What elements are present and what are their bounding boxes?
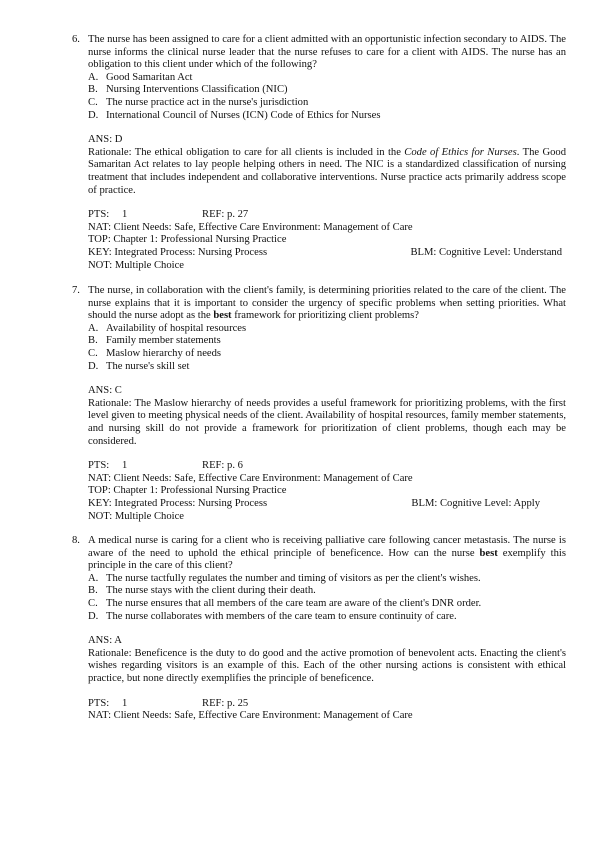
pts-value: 1 [122,697,128,709]
reference: REF: p. 27 [202,209,249,221]
option-d: D. The nurse's skill set [88,360,190,372]
answer: ANS: C [88,385,122,397]
code-of-ethics-title: Code of Ethics for Nurses [404,146,517,158]
topic-line: TOP: Chapter 1: Professional Nursing Practice [88,234,287,246]
pts-label: PTS: [88,460,110,472]
option-d: D. The nurse collaborates with members of the care team to ensure continuity of care. [88,610,457,622]
pts-label: PTS: [88,697,110,709]
blm-line: BLM: Cognitive Level: Apply [411,497,540,509]
key-line: KEY: Integrated Process: Nursing Process [88,246,268,258]
key-row [88,498,566,511]
option-c: C. The nurse ensures that all members of the care team are aware of the client's DNR order. [88,597,482,609]
question-6 [72,34,567,272]
option-list [88,72,566,122]
reference: REF: p. 6 [202,460,243,472]
pts-value: 1 [122,460,128,472]
points-row [88,698,566,711]
question-stem: The nurse, in collaboration with the client's family, is determining priorities related to the care of the client. The nurse explains that it is important to consider the urgency of specific problems when setting priorities. What should the nurse adopt as the best framework for prioritizing client problems? [88,285,566,322]
question-number: 6. [72,34,80,45]
nat-line: NAT: Client Needs: Safe, Effective Care Environment: Management of Care [88,710,413,722]
question-stem: The nurse has been assigned to care for a client admitted with an opportunistic infection secondary to AIDS. The nurse informs the clinical nurse leader that the nurse refuses to care for a client with AIDS. The nurse has an obligation to this client under which of the following? [88,34,566,71]
option-b: B. The nurse stays with the client during their death. [88,585,316,597]
reference: REF: p. 25 [202,697,249,709]
question-8 [72,535,566,723]
points-row [88,460,566,473]
pts-value: 1 [122,209,128,221]
option-a: A. The nurse tactfully regulates the number and timing of visitors as per the client's wishes. [88,572,481,584]
not-line: NOT: Multiple Choice [88,259,184,271]
option-d: D. International Council of Nurses (ICN) Code of Ethics for Nurses [88,109,381,121]
option-a: A. Good Samaritan Act [88,71,193,83]
option-b: B. Family member statements [88,335,221,347]
rationale: Rationale: Beneficence is the duty to do good and the active promotion of benevolent acts. Enacting the client's wishes regarding visitors is an example of this. Each of the other nursing actions is consistent with ethical practice, but none directly exemplifies the principle of beneficence. [88,647,566,684]
option-c: C. The nurse practice act in the nurse's jurisdiction [88,96,309,108]
pts-label: PTS: [88,209,110,221]
question-stem: A medical nurse is caring for a client who is receiving palliative care following cancer metastasis. The nurse is aware of the need to uphold the ethical principle of beneficence. How can the nurse best exemplify this principle in the care of this client? [88,535,566,572]
nat-line: NAT: Client Needs: Safe, Effective Care Environment: Management of Care [88,472,413,484]
topic-line: TOP: Chapter 1: Professional Nursing Practice [88,485,287,497]
question-number: 8. [72,535,80,546]
option-c: C. Maslow hierarchy of needs [88,347,222,359]
key-row [88,247,566,260]
key-line: KEY: Integrated Process: Nursing Process [88,497,268,509]
question-7 [72,285,566,523]
not-line: NOT: Multiple Choice [88,510,184,522]
answer: ANS: A [88,635,122,647]
rationale: Rationale: The Maslow hierarchy of needs provides a useful framework for prioritizing problems, with the first level given to meeting physical needs of the client. Availability of hospital resources, family member statements, and nursing skill do not provide a framework for prioritization of client problems, though each may be considered. [88,397,566,447]
emphasis-best: best [479,547,498,559]
option-b: B. Nursing Interventions Classification (NIC) [88,84,288,96]
nat-line: NAT: Client Needs: Safe, Effective Care Environment: Management of Care [88,221,413,233]
rationale: Rationale: The ethical obligation to care for all clients is included in the Code of Ethics for Nurses. The Good Samaritan Act relates to lay people helping others in need. The NIC is a standardized classification of nursing treatment that includes independent and collaborative interventions. Nurse practice acts primarily address scope of practice. [88,146,567,196]
option-list [88,323,566,373]
option-list [88,573,566,623]
option-a: A. Availability of hospital resources [88,322,247,334]
blm-line: BLM: Cognitive Level: Understand [410,246,562,258]
points-row [88,209,566,222]
answer: ANS: D [88,134,123,146]
emphasis-best: best [213,310,232,322]
question-number: 7. [72,285,80,296]
